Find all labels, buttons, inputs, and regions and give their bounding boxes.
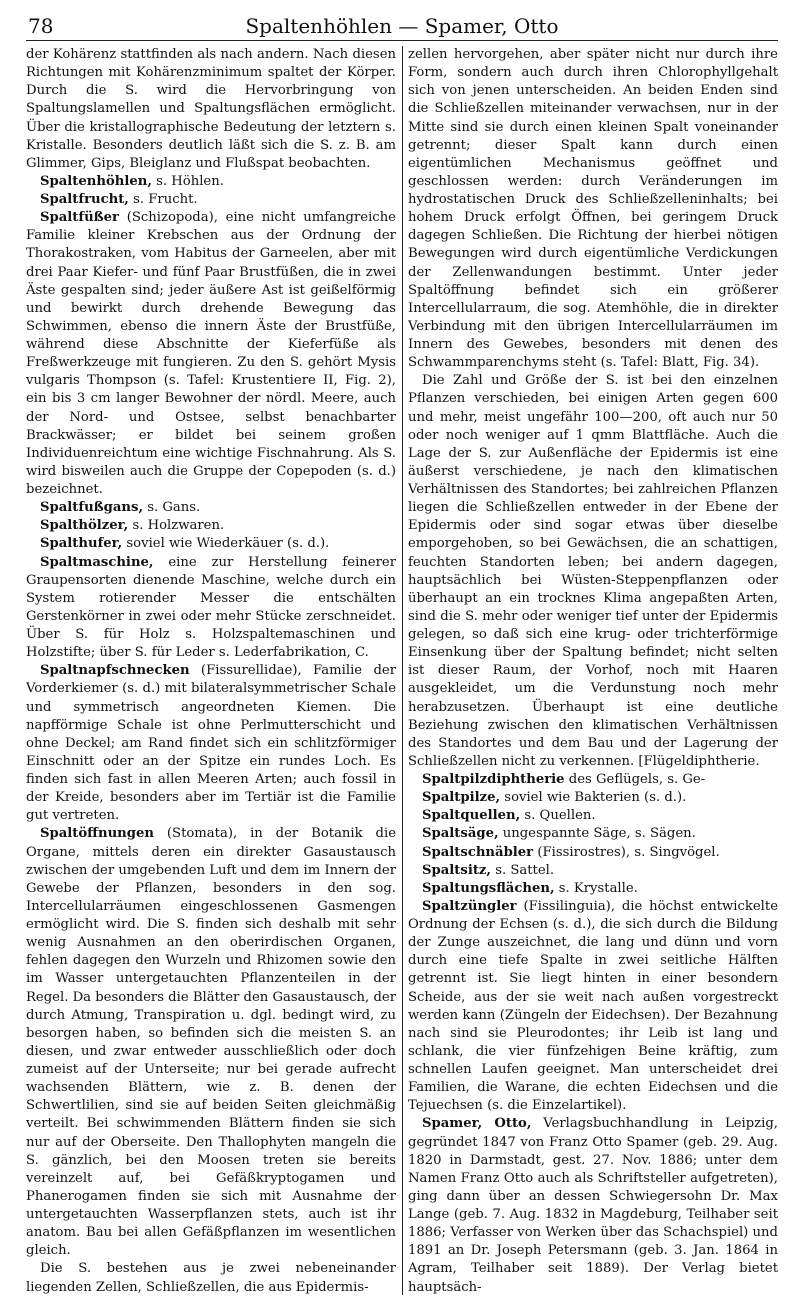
dictionary-entry xyxy=(26,517,396,535)
entry-text: Verlagsbuchhandlung in Leipzig, gegründet 1847 von Franz Otto Spamer (geb. 29. Aug. 1820 in Darmstadt, gest. 27. Nov. 1886; unter dem Namen Franz Otto auch als Schriftsteller aufgetreten), ging dann über an dessen Schwiegersohn Dr. Max Lange (geb. 7. Aug. 1832 in Magdeburg, Teilhaber seit 1886; Verfasser von Werken über das Schachspiel) und 1891 an Dr. Joseph Petersmann (geb. 3. Jan. 1864 in Agram, Teilhaber seit 1889). Der Verlag bietet hauptsäch- xyxy=(408,1116,778,1295)
dictionary-entry xyxy=(26,499,396,517)
entry-headword: Spaltschnäbler xyxy=(422,844,534,860)
entry-headword: Spamer, Otto, xyxy=(422,1116,532,1132)
entry-text: s. Quellen. xyxy=(520,808,596,824)
entry-headword: Spaltfüßer xyxy=(40,210,120,226)
entry-headword: Spalthölzer, xyxy=(40,518,129,534)
entry-text: (Schizopoda), eine nicht umfangreiche Familie kleiner Krebschen aus der Ordnung der Thorakostraken, vom Habitus der Garneelen, aber mit drei Paar Kiefer- und fünf Paar Brustfüßen, die in zwei Äste gespalten sind; jeder äußere Ast ist geißelförmig und bewirkt durch drehende Bewegung das Schwimmen, ebenso die innern Äste der Brustfüße, während diese Abschnitte der Kieferfüße als Freßwerkzeuge mit fungieren. Zu den S. gehört Mysis vulgaris Thompson (s. Tafel: Krustentiere II, Fig. 2), ein bis 3 cm langer Bewohner der nördl. Meere, auch der Nord- und Ostsee, selbst benachbarter Brackwässer; er bildet bei seinem großen Individuenreichtum eine wichtige Fischnahrung. Als S. wird bisweilen auch die Gruppe der Copepoden (s. d.) bezeichnet. xyxy=(26,210,396,497)
dictionary-entry xyxy=(408,789,778,807)
dictionary-entry xyxy=(26,662,396,825)
entry-headword: Spalthufer, xyxy=(40,536,123,552)
entry-text: der Kohärenz stattfinden als nach andern. Nach diesen Richtungen mit Kohärenzminimum spaltet der Körper. Durch die S. wird die Hervorbringung von Spaltungslamellen und Spaltungsflächen ermöglicht. Über die kristallographische Bedeutung der letztern s. Kristalle. Besonders deutlich läßt sich die S. z. B. am Glimmer, Gips, Bleiglanz und Flußspat beobachten. xyxy=(26,47,396,171)
paragraph xyxy=(408,372,778,771)
dictionary-entry xyxy=(408,880,778,898)
entry-text: eine zur Herstellung feinerer Graupensorten dienende Maschine, welche durch ein System rotierender Messer die entschälten Gerstenkörner in zwei oder mehr Stücke zerschneidet. Über S. für Holz s. Holzspaltemaschinen und Holzstifte; über S. für Leder s. Lederfabrikation, C. xyxy=(26,554,396,661)
entry-headword: Spaltöffnungen xyxy=(40,826,154,842)
dictionary-entry xyxy=(408,862,778,880)
entry-text: zellen hervorgehen, aber später nicht nur durch ihre Form, sondern auch durch ihren Chlorophyllgehalt sich von jenen unterscheiden. An beiden Enden sind die Schließzellen miteinander verwachsen, nur in der Mitte sind sie durch einen kleinen Spalt voneinander getrennt; dieser Spalt kann durch einen eigentümlichen Mechanismus geöffnet und geschlossen werden: durch Veränderungen im hydrostatischen Druck des Schließzelleninhalts; bei hohem Druck erfolgt Öffnen, bei geringem Druck dagegen Schließen. Die Richtung der hierbei nötigen Bewegungen wird durch eigentümliche Verdickungen der Zellenwandungen bestimmt. Unter jeder Spaltöffnung befindet sich ein größerer Intercellularraum, die sog. Atemhöhle, die in direkter Verbindung mit den übrigen Intercellularräumen im Innern des Gewebes, besonders mit denen des Schwammparenchyms steht (s. Tafel: Blatt, Fig. 34). xyxy=(408,47,778,371)
left-column xyxy=(26,46,396,1303)
entry-headword: Spaltmaschine, xyxy=(40,554,154,570)
paragraph xyxy=(26,1260,396,1296)
entry-headword: Spaltungsflächen, xyxy=(422,880,555,896)
right-column xyxy=(408,46,778,1303)
entry-text: soviel wie Wiederkäuer (s. d.). xyxy=(122,536,330,552)
page-number: 78 xyxy=(28,14,54,38)
entry-text: s. Sattel. xyxy=(491,862,555,878)
entry-text: Die S. bestehen aus je zwei nebeneinander liegenden Zellen, Schließzellen, die aus Epidermis- xyxy=(26,1261,396,1295)
entry-text: (Fissurellidae), Familie der Vorderkiemer (s. d.) mit bilateralsymmetrischer Schale und symmetrisch angeordneten Kiemen. Die napfförmige Schale ist ohne Perlmutterschicht und ohne Deckel; am Rand findet sich ein schlitzförmiger Einschnitt oder an der Spitze ein rundes Loch. Es finden sich fast in allen Meeren Arten; auch fossil in der Kreide, besonders aber im Tertiär ist die Familie gut vertreten. xyxy=(26,663,396,824)
dictionary-entry xyxy=(408,844,778,862)
entry-text: s. Holzwaren. xyxy=(128,518,225,534)
paragraph xyxy=(408,46,778,372)
dictionary-entry xyxy=(26,191,396,209)
dictionary-entry xyxy=(26,554,396,663)
entry-headword: Spaltenhöhlen, xyxy=(40,173,152,189)
entry-text: ungespannte Säge, s. Sägen. xyxy=(498,826,696,842)
entry-text: (Fissirostres), s. Singvögel. xyxy=(533,844,720,860)
entry-headword: Spaltpilze, xyxy=(422,790,501,806)
dictionary-entry xyxy=(408,898,778,1116)
column-divider xyxy=(402,46,403,1295)
dictionary-entry xyxy=(26,209,396,499)
entry-text: des Geflügels, s. Ge- xyxy=(564,772,706,787)
entry-text: Die Zahl und Größe der S. ist bei den einzelnen Pflanzen verschieden, bei einigen Arten gegen 600 und mehr, meist ungefähr 100—200, oft auch nur 50 oder noch weniger auf 1 qmm Blattfläche. Auch die Lage der S. zur Außenfläche der Epidermis ist eine äußerst verschiedene, je nach den klimatischen Verhältnissen des Standortes; bei zahlreichen Pflanzen liegen die Schließzellen entweder in der Ebene der Epidermis oder sind sogar etwas über dieselbe emporgehoben, so bei Gewächsen, die an schattigen, feuchten Standorten leben; bei andern dagegen, hauptsächlich bei Wüsten-Steppenpflanzen oder überhaupt an ein trocknes Klima angepaßten Arten, sind die S. mehr oder weniger tief unter der Epidermis gelegen, so daß sich eine krug- oder trichterförmige Einsenkung über der Spaltung befindet; nicht selten ist dieser Raum, der Vorhof, noch mit Haaren ausgekleidet, um die Verdunstung noch mehr herabzusetzen. Überhaupt ist eine deutliche Beziehung zwischen den klimatischen Verhältnissen des Standortes und dem Bau und der Lagerung der Schließzellen nicht zu verkennen. [Flügeldiphtherie. xyxy=(408,373,778,769)
dictionary-entry xyxy=(26,535,396,553)
page-header xyxy=(26,6,778,41)
entry-headword: Spaltquellen, xyxy=(422,808,521,824)
paragraph xyxy=(26,46,396,173)
entry-text: s. Frucht. xyxy=(128,192,198,207)
entry-headword: Spaltzüngler xyxy=(422,898,517,914)
dictionary-entry xyxy=(26,825,396,1260)
entry-headword: Spaltsitz, xyxy=(422,862,491,878)
entry-headword: Spaltsäge, xyxy=(422,826,499,842)
entry-headword: Spaltfußgans, xyxy=(40,500,144,516)
entry-text: (Stomata), in der Botanik die Organe, mittels deren ein direkter Gasaustausch zwischen der umgebenden Luft und dem im Innern der Gewebe der Pflanzen, besonders in den sog. Intercellularräumen eingeschlossenen Gasmengen ermöglicht wird. Die S. finden sich deshalb mit sehr wenig Ausnahmen an den oberirdischen Organen, fehlen dagegen den Wurzeln und Rhizomen sowie den im Wasser untergetauchten Pflanzenteilen in der Regel. Da besonders die Blätter den Gasaustausch, der durch Atmung, Transpiration u. dgl. bedingt wird, zu besorgen haben, so befinden sich die meisten S. an diesen, und zwar entweder ausschließlich oder doch zumeist auf der Unterseite; nur bei gerade aufrecht wachsenden Blättern, wie z. B. denen der Schwertlilien, sind sie auf beiden Seiten gleichmäßig verteilt. Bei schwimmenden Blättern finden sie sich nur auf der Oberseite. Den Thallophyten mangeln die S. gänzlich, bei den Moosen treten sie bereits vereinzelt auf, bei Gefäßkryptogamen und Phanerogamen finden sie sich mit Ausnahme der untergetauchten Wasserpflanzen stets, auch ist ihr anatom. Bau bei allen Gefäßpflanzen im wesentlichen gleich. xyxy=(26,826,396,1259)
text-columns xyxy=(26,46,778,1303)
dictionary-entry xyxy=(408,771,778,789)
entry-headword: Spaltnapfschnecken xyxy=(40,663,190,679)
running-title: Spaltenhöhlen — Spamer, Otto xyxy=(245,14,559,38)
dictionary-entry xyxy=(26,173,396,191)
entry-headword: Spaltpilzdiphtherie xyxy=(422,772,565,787)
dictionary-entry xyxy=(408,825,778,843)
entry-text: s. Höhlen. xyxy=(151,173,224,189)
entry-headword: Spaltfrucht, xyxy=(40,192,129,207)
entry-text: (Fissilinguia), die höchst entwickelte Ordnung der Echsen (s. d.), die sich durch die Bildung der Zunge auszeichnet, die lang und dünn und vorn durch eine tiefe Spalte in zwei seitliche Hälften getrennt ist. Sie liegt hinten in einer besondern Scheide, aus der sie weit nach außen vorgestreckt werden kann (Züngeln der Eidechsen). Der Bezahnung nach sind sie Pleurodontes; ihr Leib ist lang und schlank, die vier fünfzehigen Beine kräftig, zum schnellen Laufen geeignet. Man unterscheidet drei Familien, die Warane, die echten Eidechsen und die Tejuechsen (s. die Einzelartikel). xyxy=(408,898,778,1114)
entry-text: s. Gans. xyxy=(143,500,201,516)
dictionary-entry xyxy=(408,1115,778,1296)
entry-text: soviel wie Bakterien (s. d.). xyxy=(500,790,687,806)
entry-text: s. Krystalle. xyxy=(554,880,638,896)
dictionary-entry xyxy=(408,807,778,825)
